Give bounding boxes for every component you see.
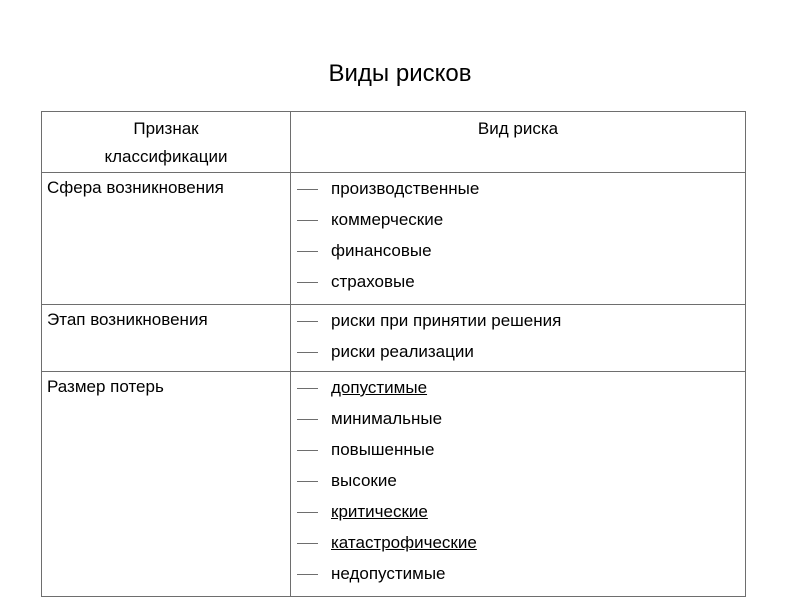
criterion-cell: Размер потерь: [42, 372, 291, 597]
dash-marker: [297, 543, 318, 544]
risk-type-list: [291, 305, 745, 371]
risk-type: допустимые: [331, 378, 428, 397]
risk-type: риски при принятии решения: [331, 311, 562, 330]
types-cell: [291, 372, 746, 597]
list-item: [291, 270, 745, 301]
header-criterion-line2: классификации: [104, 147, 228, 166]
header-criterion-line1: Признак: [133, 119, 199, 138]
table-row: [42, 305, 746, 372]
dash-marker: [297, 321, 318, 322]
risk-type: катастрофические: [331, 533, 477, 552]
list-item: [291, 407, 745, 438]
risk-type-list: [291, 372, 745, 593]
table-row: [42, 372, 746, 597]
list-item: [291, 340, 745, 371]
risk-type: риски реализации: [331, 342, 474, 361]
risk-type: критические: [331, 502, 428, 521]
list-item: [291, 500, 745, 531]
dash-marker: [297, 189, 318, 190]
types-cell: [291, 305, 746, 372]
header-criterion: [42, 112, 291, 173]
list-item: [291, 438, 745, 469]
risk-type: страховые: [331, 272, 415, 291]
dash-marker: [297, 481, 318, 482]
header-type-label: Вид риска: [477, 119, 559, 138]
criterion-cell: Сфера возникновения: [42, 173, 291, 305]
dash-marker: [297, 352, 318, 353]
dash-marker: [297, 574, 318, 575]
page-title: Виды рисков: [328, 60, 472, 87]
risk-type: повышенные: [331, 440, 435, 459]
dash-marker: [297, 282, 318, 283]
list-item: [291, 469, 745, 500]
risk-type-list: [291, 173, 745, 301]
criterion-cell: Этап возникновения: [42, 305, 291, 372]
table-header-row: [42, 112, 746, 173]
list-item: [291, 208, 745, 239]
risk-type: минимальные: [331, 409, 443, 428]
risk-type: коммерческие: [331, 210, 444, 229]
risk-types-table: [41, 111, 746, 597]
list-item: [291, 239, 745, 270]
table-row: [42, 173, 746, 305]
types-cell: [291, 173, 746, 305]
dash-marker: [297, 220, 318, 221]
header-type: [291, 112, 746, 173]
risk-type: производственные: [331, 179, 480, 198]
list-item: [291, 177, 745, 208]
dash-marker: [297, 251, 318, 252]
list-item: [291, 376, 745, 407]
dash-marker: [297, 512, 318, 513]
dash-marker: [297, 419, 318, 420]
risk-type: недопустимые: [331, 564, 446, 583]
list-item: [291, 531, 745, 562]
list-item: [291, 309, 745, 340]
dash-marker: [297, 450, 318, 451]
list-item: [291, 562, 745, 593]
dash-marker: [297, 388, 318, 389]
risk-type: финансовые: [331, 241, 432, 260]
risk-type: высокие: [331, 471, 397, 490]
